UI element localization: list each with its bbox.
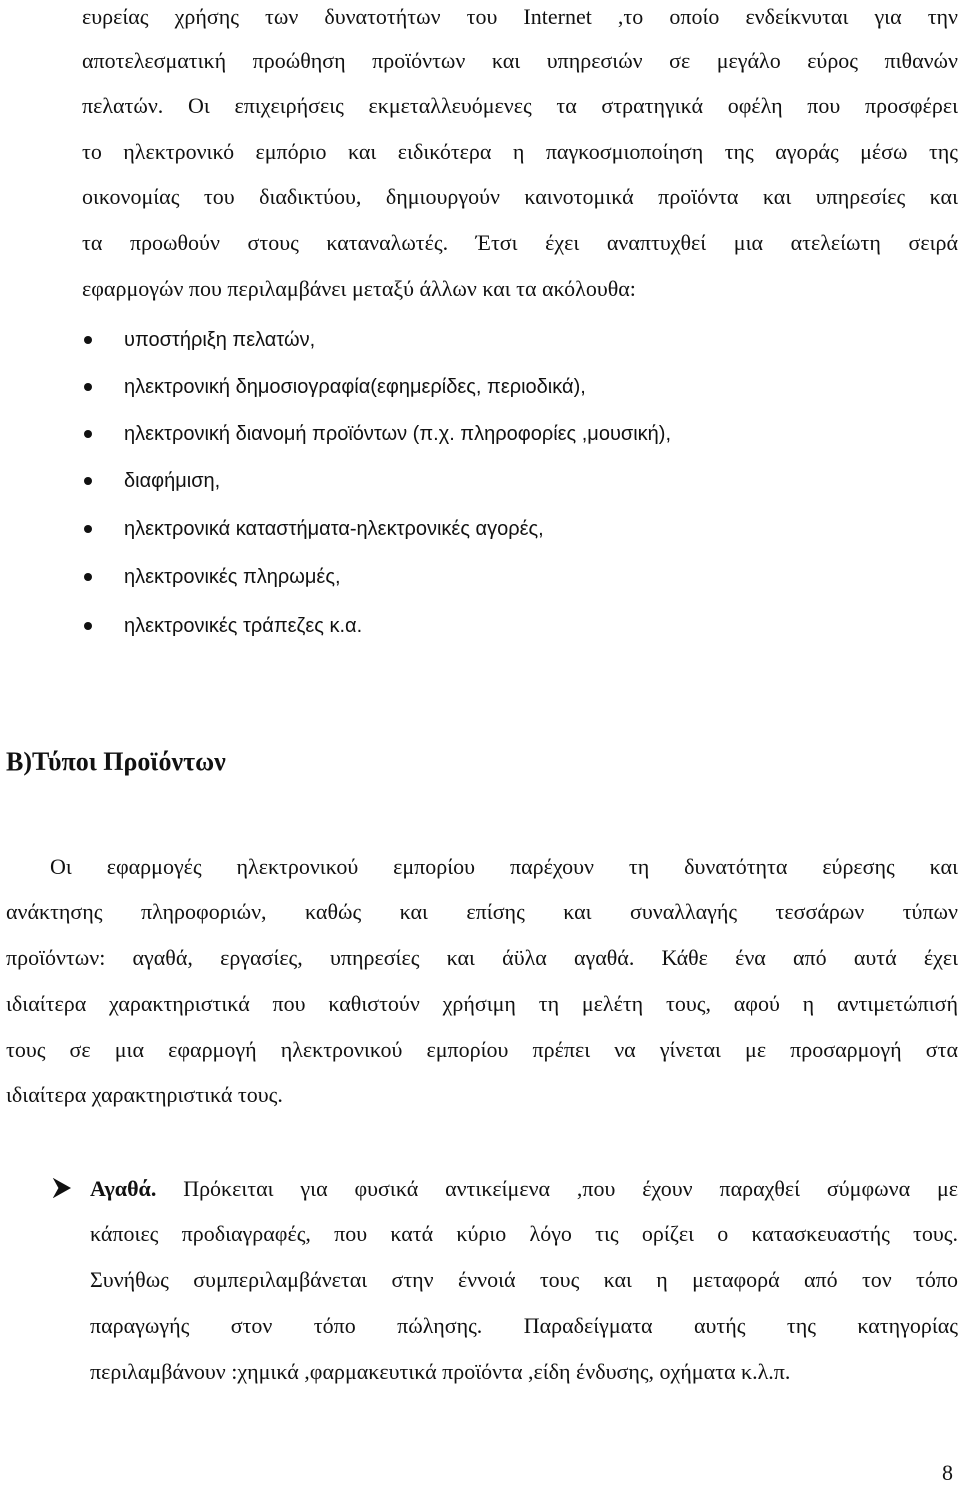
list-item-text: ηλεκτρονικά καταστήματα-ηλεκτρονικές αγορές, [124, 518, 544, 540]
list-item-text: ηλεκτρονική δημοσιογραφία(εφημερίδες, περιοδικά), [124, 376, 586, 398]
section-heading: Β)Τύποι Προϊόντων [6, 747, 226, 776]
bullet-dot-icon [84, 383, 92, 391]
arrow-bullet-icon [52, 1178, 72, 1198]
section-line-5: τους σε μια εφαρμογή ηλεκτρονικού εμπορίου πρέπει να γίνεται με προσαρμογή στα [6, 1037, 958, 1062]
section-line-1: Οι εφαρμογές ηλεκτρονικού εμπορίου παρέχουν τη δυνατότητα εύρεσης και [50, 854, 958, 879]
list-item-text: διαφήμιση, [124, 470, 221, 492]
list-item-text: ηλεκτρονικές τράπεζες κ.α. [124, 615, 363, 637]
intro-line-1: ευρείας χρήσης των δυνατοτήτων του Internet ,το οποίο ενδείκνυται για την [82, 4, 958, 29]
bullet-dot-icon [84, 477, 92, 485]
bullet-dot-icon [84, 525, 92, 533]
intro-line-7: εφαρμογών που περιλαμβάνει μεταξύ άλλων και τα ακόλουθα: [82, 276, 636, 301]
list-item-text: ηλεκτρονικές πληρωμές, [124, 566, 341, 588]
section-line-6: ιδιαίτερα χαρακτηριστικά τους. [6, 1082, 283, 1107]
goods-line-4: παραγωγής στον τόπο πώλησης. Παραδείγματα αυτής της κατηγορίας [90, 1313, 958, 1338]
goods-term: Αγαθά. [90, 1176, 157, 1201]
intro-line-6: τα προωθούν στους καταναλωτές. Έτσι έχει αναπτυχθεί μια ατελείωτη σειρά [82, 230, 958, 255]
intro-line-5: οικονομίας του διαδικτύου, δημιουργούν καινοτομικά προϊόντα και υπηρεσίες και [82, 184, 958, 209]
bullet-dot-icon [84, 336, 92, 344]
intro-line-4: το ηλεκτρονικό εμπόριο και ειδικότερα η παγκοσμιοποίηση της αγοράς μέσω της [82, 139, 958, 164]
section-line-4: ιδιαίτερα χαρακτηριστικά που καθιστούν χρήσιμη τη μελέτη τους, αφού η αντιμετώπισή [6, 991, 958, 1016]
bullet-dot-icon [84, 430, 92, 438]
intro-line-3: πελατών. Οι επιχειρήσεις εκμεταλλευόμενες τα στρατηγικά οφέλη που προσφέρει [82, 93, 958, 118]
page-number: 8 [942, 1460, 953, 1485]
section-line-2: ανάκτησης πληροφοριών, καθώς και επίσης και συναλλαγής τεσσάρων τύπων [6, 899, 958, 924]
intro-line-2: αποτελεσματική προώθηση προϊόντων και υπηρεσιών σε μεγάλο εύρος πιθανών [82, 48, 958, 73]
goods-line-2: κάποιες προδιαγραφές, που κατά κύριο λόγο τις ορίζει ο κατασκευαστής τους. [90, 1221, 958, 1246]
list-item-text: ηλεκτρονική διανομή προϊόντων (π.χ. πληροφορίες ,μουσική), [124, 423, 672, 445]
goods-first-line-rest: Πρόκειται για φυσικά αντικείμενα ,που έχουν παραχθεί σύμφωνα με [156, 1176, 958, 1201]
bullet-dot-icon [84, 622, 92, 630]
bullet-dot-icon [84, 573, 92, 581]
list-item-text: υποστήριξη πελατών, [124, 329, 316, 351]
section-line-3: προϊόντων: αγαθά, εργασίες, υπηρεσίες και άϋλα αγαθά. Κάθε ένα από αυτά έχει [6, 945, 958, 970]
goods-line-5: περιλαμβάνουν :χημικά ,φαρμακευτικά προϊόντα ,είδη ένδυσης, οχήματα κ.λ.π. [90, 1359, 791, 1384]
goods-line-3: Συνήθως συμπεριλαμβάνεται στην έννοιά τους και η μεταφορά από τον τόπο [90, 1267, 958, 1292]
goods-first-line [90, 1174, 958, 1204]
